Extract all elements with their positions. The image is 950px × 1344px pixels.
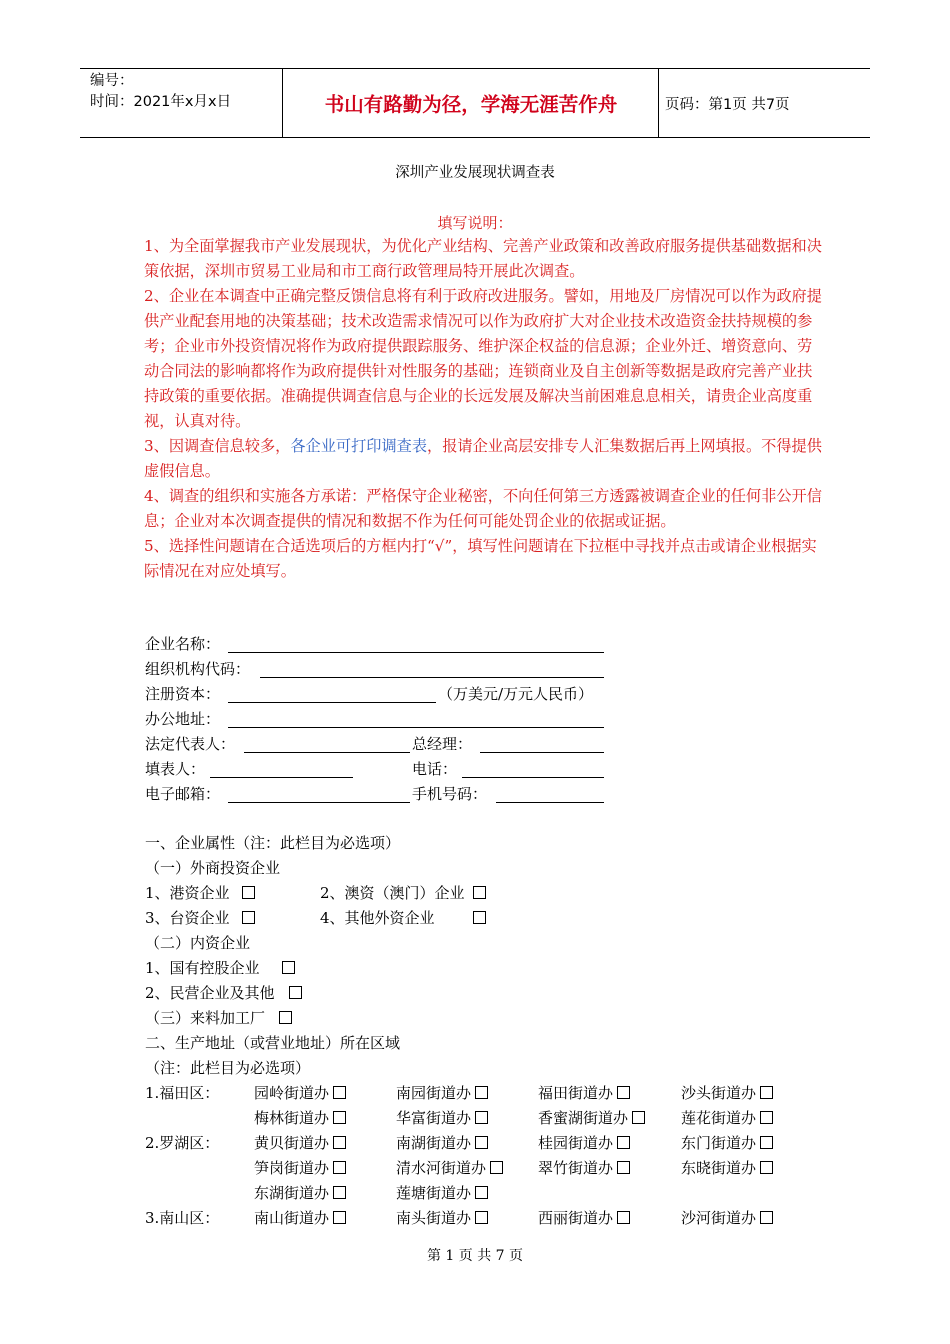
checkbox[interactable] [475, 1211, 488, 1224]
checkbox[interactable] [282, 961, 295, 974]
option-label: 笋岗街道办 [254, 1159, 330, 1177]
option-label: 东门街道办 [681, 1134, 757, 1152]
option-label: 南头街道办 [396, 1209, 472, 1227]
street-option[interactable] [681, 1107, 773, 1129]
checkbox[interactable] [242, 886, 255, 899]
option-label: 沙头街道办 [681, 1084, 757, 1102]
street-option[interactable] [538, 1132, 630, 1154]
option-label: 桂园街道办 [538, 1134, 614, 1152]
instruction-5: 5、选择性问题请在合适选项后的方框内打“√”，填写性问题请在下拉框中寻找并点击或请企业根据实际情况在对应处填写。 [144, 537, 817, 580]
checkbox[interactable] [333, 1136, 346, 1149]
checkbox[interactable] [760, 1161, 773, 1174]
option-label: 东湖街道办 [254, 1184, 330, 1202]
option-label: 2、民营企业及其他 [145, 984, 275, 1002]
office-address-field[interactable] [228, 727, 604, 728]
checkbox[interactable] [617, 1086, 630, 1099]
page-footer: 第 1 页 共 7 页 [426, 1248, 524, 1264]
checkbox[interactable] [279, 1011, 292, 1024]
general-manager-label: 总经理： [412, 735, 473, 753]
street-option[interactable] [254, 1207, 346, 1229]
checkbox[interactable] [289, 986, 302, 999]
header-page-info: 页码：第1页 共7页 [665, 96, 790, 113]
option-label: 南湖街道办 [396, 1134, 472, 1152]
instructions-heading: 填写说明： [437, 214, 513, 232]
section1-title: 一、企业属性（注：此栏目为必选项） [145, 834, 401, 852]
option-other-foreign[interactable] [320, 907, 486, 929]
mobile-field[interactable] [496, 802, 604, 803]
document-header [80, 68, 870, 138]
option-label: （三）来料加工厂 [145, 1009, 266, 1027]
instruction-2: 2、企业在本调查中正确完整反馈信息将有利于政府改进服务。譬如，用地及厂房情况可以作为政府提供产业配套用地的决策基础；技术改造需求情况可以作为政府扩大对企业技术改造资金扶持规模的参考；企业市外投资情况将作为政府提供跟踪服务、维护深企权益的信息源；企业外迁、增资意向、劳动合同法的影响都将作为政府提供针对性服务的基础；连锁商业及自主创新等数据是政府完善产业扶持政策的重要依据。准确提供调查信息与企业的长远发展及解决当前困难息息相关，请贵企业高度重视，认真对待。 [144, 287, 822, 430]
header-meta [90, 71, 231, 113]
checkbox[interactable] [475, 1186, 488, 1199]
checkbox[interactable] [333, 1086, 346, 1099]
street-option[interactable] [396, 1157, 503, 1179]
street-option[interactable] [396, 1082, 488, 1104]
section2-note: （注：此栏目为必选项） [145, 1059, 311, 1077]
option-label: 莲塘街道办 [396, 1184, 472, 1202]
street-option[interactable] [681, 1157, 773, 1179]
option-state[interactable] [145, 957, 295, 979]
reg-capital-field[interactable] [228, 702, 436, 703]
district-futian: 1.福田区： [145, 1084, 220, 1102]
street-option[interactable] [538, 1207, 630, 1229]
phone-label: 电话： [412, 760, 458, 778]
option-label: 南园街道办 [396, 1084, 472, 1102]
option-taiwan[interactable] [145, 907, 255, 929]
option-label: 清水河街道办 [396, 1159, 487, 1177]
foreign-invest-heading: （一）外商投资企业 [145, 859, 281, 877]
street-option[interactable] [538, 1157, 630, 1179]
district-luohu: 2.罗湖区： [145, 1134, 220, 1152]
street-option[interactable] [396, 1132, 488, 1154]
org-code-field[interactable] [260, 677, 604, 678]
street-option[interactable] [681, 1082, 773, 1104]
street-option[interactable] [396, 1207, 488, 1229]
street-option[interactable] [681, 1132, 773, 1154]
option-label: 福田街道办 [538, 1084, 614, 1102]
general-manager-field[interactable] [480, 752, 604, 753]
checkbox[interactable] [632, 1111, 645, 1124]
street-option[interactable] [254, 1132, 346, 1154]
domestic-heading: （二）内资企业 [145, 934, 251, 952]
reg-capital-label: 注册资本： [145, 685, 221, 703]
phone-field[interactable] [462, 777, 604, 778]
checkbox[interactable] [760, 1111, 773, 1124]
street-option[interactable] [254, 1082, 346, 1104]
checkbox[interactable] [333, 1186, 346, 1199]
mobile-label: 手机号码： [412, 785, 488, 803]
filler-label: 填表人： [145, 760, 206, 778]
street-option[interactable] [254, 1107, 346, 1129]
section2-title: 二、生产地址（或营业地址）所在区域 [145, 1034, 401, 1052]
option-label: 3、台资企业 [145, 909, 230, 927]
checkbox[interactable] [760, 1211, 773, 1224]
option-label: 莲花街道办 [681, 1109, 757, 1127]
print-survey-link[interactable]: 各企业可打印调查表 [290, 437, 428, 455]
street-option[interactable] [254, 1157, 346, 1179]
option-label: 黄贝街道办 [254, 1134, 330, 1152]
option-label: 1、港资企业 [145, 884, 230, 902]
option-label: 东晓街道办 [681, 1159, 757, 1177]
checkbox[interactable] [242, 911, 255, 924]
instruction-3-part: 3、因调查信息较多， [144, 437, 291, 455]
street-option[interactable] [538, 1082, 630, 1104]
instruction-3-part: ，报请企业高层安排专人汇集数据后再上网填报。不得提供虚假信息。 [144, 437, 822, 480]
street-option[interactable] [396, 1107, 488, 1129]
checkbox[interactable] [475, 1111, 488, 1124]
time-label: 时间：2021年x月x日 [90, 94, 232, 110]
checkbox[interactable] [473, 911, 486, 924]
serial-number-label: 编号： [90, 73, 134, 89]
company-name-label: 企业名称： [145, 635, 221, 653]
option-private[interactable] [145, 982, 302, 1004]
checkbox[interactable] [333, 1211, 346, 1224]
checkbox[interactable] [617, 1136, 630, 1149]
checkbox[interactable] [473, 886, 486, 899]
legal-rep-field[interactable] [244, 752, 410, 753]
office-address-label: 办公地址： [145, 710, 221, 728]
email-label: 电子邮箱： [145, 785, 221, 803]
option-label: 园岭街道办 [254, 1084, 330, 1102]
company-name-field[interactable] [228, 652, 604, 653]
option-label: 华富街道办 [396, 1109, 472, 1127]
header-slogan: 书山有路勤为径，学海无涯苦作舟 [324, 93, 618, 116]
option-label: 西丽街道办 [538, 1209, 614, 1227]
street-option[interactable] [681, 1207, 773, 1229]
capital-unit-label: （万美元/万元人民币） [438, 685, 594, 703]
instruction-3 [144, 434, 824, 484]
option-label: 2、澳资（澳门）企业 [320, 884, 465, 902]
checkbox[interactable] [333, 1111, 346, 1124]
page-title: 深圳产业发展现状调查表 [395, 165, 555, 181]
street-option[interactable] [396, 1182, 488, 1204]
district-nanshan: 3.南山区： [145, 1209, 220, 1227]
checkbox[interactable] [760, 1086, 773, 1099]
option-hk[interactable] [145, 882, 255, 904]
option-label: 4、其他外资企业 [320, 909, 435, 927]
filler-field[interactable] [210, 777, 353, 778]
checkbox[interactable] [617, 1161, 630, 1174]
legal-rep-label: 法定代表人： [145, 735, 236, 753]
option-label: 梅林街道办 [254, 1109, 330, 1127]
instructions-body [144, 234, 824, 584]
checkbox[interactable] [475, 1086, 488, 1099]
checkbox[interactable] [490, 1161, 503, 1174]
option-macao[interactable] [320, 882, 486, 904]
checkbox[interactable] [333, 1161, 346, 1174]
org-code-label: 组织机构代码： [145, 660, 251, 678]
option-label: 南山街道办 [254, 1209, 330, 1227]
option-label: 1、国有控股企业 [145, 959, 260, 977]
checkbox[interactable] [475, 1136, 488, 1149]
street-option[interactable] [254, 1182, 346, 1204]
instruction-1: 1、为全面掌握我市产业发展现状，为优化产业结构、完善产业政策和改善政府服务提供基础数据和决策依据，深圳市贸易工业局和市工商行政管理局特开展此次调查。 [144, 237, 822, 280]
email-field[interactable] [228, 802, 410, 803]
option-label: 香蜜湖街道办 [538, 1109, 629, 1127]
checkbox[interactable] [617, 1211, 630, 1224]
option-processing[interactable] [145, 1007, 292, 1029]
instruction-4: 4、调查的组织和实施各方承诺：严格保守企业秘密，不向任何第三方透露被调查企业的任何非公开信息；企业对本次调查提供的情况和数据不作为任何可能处罚企业的依据或证据。 [144, 487, 822, 530]
checkbox[interactable] [760, 1136, 773, 1149]
street-option[interactable] [538, 1107, 645, 1129]
option-label: 沙河街道办 [681, 1209, 757, 1227]
option-label: 翠竹街道办 [538, 1159, 614, 1177]
